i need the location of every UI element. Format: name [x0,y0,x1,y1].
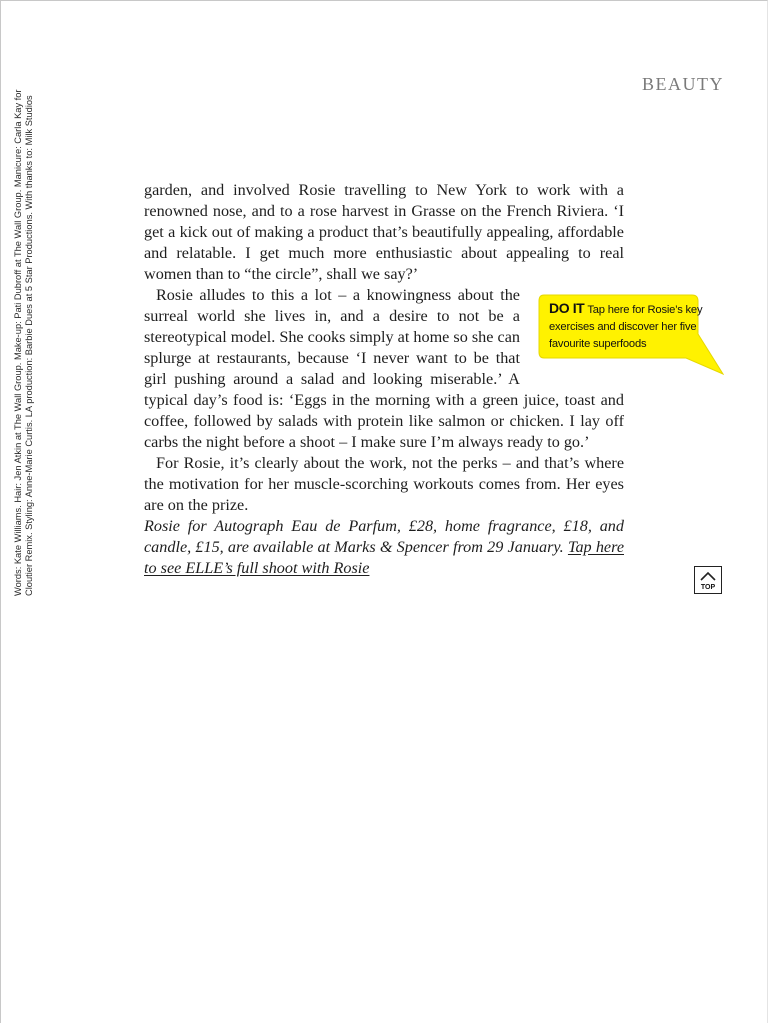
article-paragraph-3: For Rosie, it’s clearly about the work, not the perks – and that’s where the motivation for her muscle-scorching workouts comes from. Her eyes are on the prize. [144,454,624,514]
article-caption [144,516,624,579]
callout-text: Tap here for Rosie’s key exercises and discover her five favourite superfoods [549,304,703,350]
photo-credits [13,89,35,596]
article-body [144,180,624,579]
chevron-up-icon [699,570,717,582]
article-paragraph-1: garden, and involved Rosie travelling to New York to work with a renowned nose, and to a rose harvest in Grasse on the French Riviera. ‘I get a kick out of making a product that’s beautifully appealing, affordable and relatable. I get much more enthusiastic about appealing to real women than to “the circle”, shall we say?’ [144,181,624,283]
full-shoot-link[interactable]: Tap here to see ELLE’s full shoot with Rosie [144,538,624,577]
callout-heading: DO IT [549,300,585,316]
top-label: TOP [700,584,716,591]
caption-text: Rosie for Autograph Eau de Parfum, £28, home fragrance, £18, and candle, £15, are available at Marks & Spencer from 29 January. [144,517,624,556]
credits-line-2: Cloutier Remix. Styling: Anne-Marie Curtis. LA production: Barbie Dues at 5 Star Productions. With thanks to: Milk Studios [24,95,34,596]
section-label: BEAUTY [642,74,724,94]
article-paragraph-2: Rosie alludes to this a lot – a knowingness about the surreal world she lives in, and a desire to not be a stereotypical model. She cooks simply at home so she can splurge at restaurants, because ‘I never want to be that girl pushing around a salad and looking miserable.’ A typical day’s food is: ‘Eggs in the morning with a green juice, toast and coffee, followed by salads with protein like salmon or chicken. I lay off carbs the night before a shoot – I make sure I’m always ready to go.’ [144,286,624,451]
back-to-top-button[interactable] [694,566,722,594]
credits-line-1: Words: Kate Williams. Hair: Jen Atkin at The Wall Group. Make-up: Pati Dubroff at The Wall Group. Manicure: Carla Kay for [13,89,23,596]
do-it-callout[interactable] [538,294,724,378]
